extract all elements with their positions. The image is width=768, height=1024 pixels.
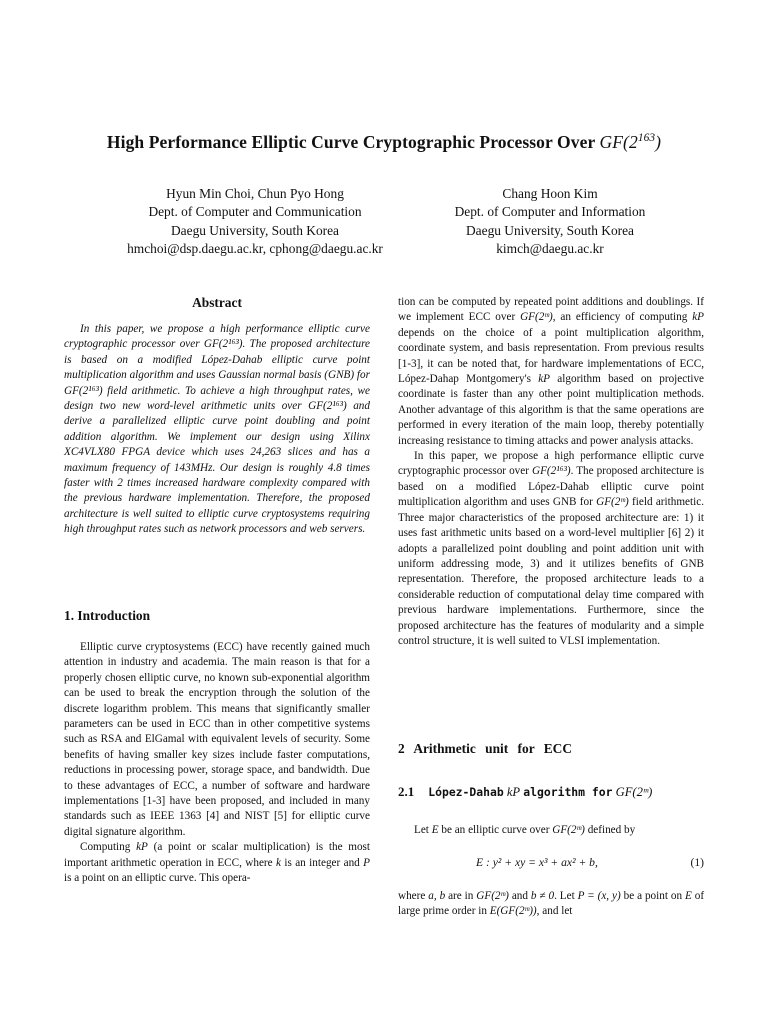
body-paragraph-after-equation: where a, b are in GF(2ᵐ) and b ≠ 0. Let P = (x, y) be a point on E of large prime order in E(GF(2ᵐ)), and let	[398, 890, 705, 918]
intro-paragraph: Elliptic curve cryptosystems (ECC) have recently gained much attention in industry and academia. The main reason is that for a properly chosen elliptic curve, no known sub-exponential algorithm can be used to break the encryption through the solution of the discrete logarithm problem. This means that significantly smaller parameters can be used in ECC than in other competitive systems such as RSA and ElGamal with equivalent levels of security. Some benefits of having smaller key sizes include faster computations, reductions in processing power, storage space, and bandwidth. Due to these advantages of ECC, a number of software and hardware implementations [1-3] have been proposed, and included in many standards such as IEEE 1363 [4] and NIST [5] for elliptic curve digital signature algorithm.	[64, 641, 370, 838]
author-block-left	[100, 185, 410, 258]
introduction-text	[64, 640, 370, 887]
author-affiliation-dept: Dept. of Computer and Communication	[148, 204, 362, 220]
intro-paragraph: Computing kP (a point or scalar multiplication) is the most important arithmetic operation in ECC, where k is an integer and P is a point on an elliptic curve. This opera-	[64, 841, 371, 885]
author-emails: hmchoi@dsp.daegu.ac.kr, cphong@daegu.ac.kr	[127, 240, 383, 256]
author-affiliation-univ: Daegu University, South Korea	[171, 222, 339, 238]
author-affiliation-univ: Daegu University, South Korea	[466, 222, 634, 238]
section-heading-introduction: 1. Introduction	[64, 608, 151, 623]
author-affiliation-dept: Dept. of Computer and Information	[454, 204, 646, 220]
section-heading-arithmetic-unit: 2 Arithmetic unit for ECC	[398, 741, 573, 756]
paper-title	[0, 132, 768, 153]
body-paragraph: tion can be computed by repeated point additions and doublings. If we implement ECC over GF(2ᵐ), an efficiency of computing kP depends on the choice of a point multiplication algorithm, coordinate system, and basis representation. From previous results [1-3], it can be noted that, for hardware implementations of ECC, López-Dahap Montgomery's kP algorithm based on projective coordinate is faster than any other point multiplication methods. Another advantage of this algorithm is that the same operations are performed in every iteration of the main loop, thereby potentially increasing resistance to timing attacks and power analysis attacks.	[398, 296, 705, 447]
equation-number: (1)	[690, 856, 704, 869]
abstract-text: In this paper, we propose a high performance elliptic curve cryptographic processor over GF(2¹⁶³). The proposed architecture is based on a modified López-Dahab elliptic curve point multiplication algorithm and uses Gaussian normal basis (GNB) for GF(2¹⁶³) field arithmetic. To achieve a high throughput rates, we design two new word-level arithmetic units over GF(2¹⁶³) and derive a parallelized elliptic curve point doubling and point addition algorithm. We implement our design using Xilinx XC4VLX80 FPGA device which uses 24,263 slices and has a maximum frequency of 143MHz. Our design is roughly 4.8 times faster with 2 times increased hardware complexity compared with the previous hardware implementation. Therefore, the proposed architecture is well suited to elliptic curve cryptosystems requiring high throughput rates such as network processors and web servers.	[64, 323, 371, 536]
title-text: High Performance Elliptic Curve Cryptographic Processor Over	[106, 132, 596, 152]
abstract-heading: Abstract	[192, 295, 242, 310]
author-names: Hyun Min Choi, Chun Pyo Hong	[166, 186, 344, 201]
author-block-right	[430, 185, 670, 258]
right-column-text	[398, 295, 704, 649]
body-paragraph: In this paper, we propose a high performance elliptic curve cryptographic processor over GF(2¹⁶³). The proposed architecture is based on a modified López-Dahab elliptic curve point multiplication algorithm and uses GNB for GF(2ᵐ) field arithmetic. Three major characteristics of the proposed architecture are: 1) it uses fast arithmetic units based on a word-level multiplier [6] 2) it adopts a parallelized point doubling and point addition unit with uniform addressing mode, 3) and it utilizes benefits of GNB representation. Therefore, the proposed architecture leads to a considerable reduction of computational delay time compared with previous hardware implementations. Furthermore, since the proposed architecture has the features of modularity and a simple control structure, it is well suited to VLSI implementation.	[398, 450, 704, 647]
author-names: Chang Hoon Kim	[502, 186, 598, 201]
equation-body: E : y² + xy = x³ + ax² + b,	[476, 856, 598, 869]
author-emails: kimch@daegu.ac.kr	[496, 240, 604, 256]
subsection-heading-lopez-dahab: 2.1 López-Dahab kP algorithm for GF(2ᵐ)	[398, 784, 653, 799]
title-math: $GF(2^{163})$	[599, 132, 662, 152]
definition-text: Let E be an elliptic curve over GF(2ᵐ) defined by	[414, 824, 636, 836]
